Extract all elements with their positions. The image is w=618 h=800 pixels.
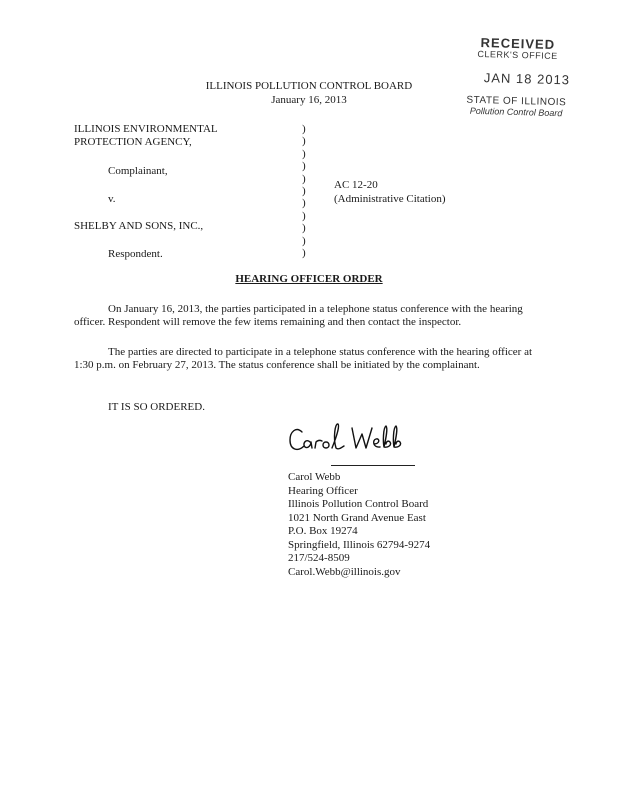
versus: v. [108,193,116,205]
paragraph-1-text: On January 16, 2013, the parties participated in a telephone status conference with the hearing officer. Respondent will remove the few items remaining and then contact the inspector. [74,303,523,328]
paragraph-2-text: The parties are directed to participate in a telephone status conference with the hearing officer at 1:30 p.m. on February 27, 2013. The status conference shall be initiated by the complainant. [74,346,533,371]
signer-address-line2: P.O. Box 19274 [288,525,358,537]
stamp-clerks-office: CLERK'S OFFICE [477,48,558,62]
paren: ) [302,135,306,148]
paren: ) [302,172,306,185]
signature-block [288,471,430,579]
signer-organization: Illinois Pollution Control Board [288,498,429,510]
signer-address-line1: 1021 North Grand Avenue East [288,511,426,524]
paren: ) [302,222,306,235]
signer-email: Carol.Webb@illinois.gov [288,565,401,578]
order-paragraph-2 [74,346,544,372]
case-number: AC 12-20 [334,179,378,191]
handwritten-signature [288,418,428,462]
order-closing [74,401,544,414]
paren: ) [302,209,306,222]
stamp-received: RECEIVED [480,35,556,52]
respondent-name: SHELBY AND SONS, INC., [74,220,204,232]
paren: ) [302,247,306,260]
complainant-name-line2: PROTECTION AGENCY, [74,136,192,148]
signer-city: Springfield, Illinois 62794-9274 [288,538,431,551]
board-name: ILLINOIS POLLUTION CONTROL BOARD [205,80,413,92]
closing-text: IT IS SO ORDERED. [108,401,205,413]
order-paragraph-1 [74,303,544,329]
order-title: HEARING OFFICER ORDER [235,273,383,285]
paren: ) [302,147,306,160]
stamp-state: STATE OF ILLINOIS [466,94,567,109]
case-type: (Administrative Citation) [334,193,446,205]
caption-divider [302,123,310,259]
signer-name: Carol Webb [288,471,341,483]
paren: ) [302,197,306,210]
signature-line [331,465,415,466]
stamp-date: JAN 18 2013 [483,70,571,88]
paren: ) [302,185,306,198]
complainant-name-line1: ILLINOIS ENVIRONMENTAL [74,123,218,135]
paren: ) [302,123,306,135]
signer-phone: 217/524-8509 [288,552,350,564]
paren: ) [302,234,306,247]
header-date: January 16, 2013 [271,94,347,106]
complainant-label: Complainant, [108,165,168,177]
signer-title: Hearing Officer [288,484,358,497]
stamp-board: Pollution Control Board [469,105,563,119]
respondent-label: Respondent. [108,248,163,260]
paren: ) [302,160,306,173]
